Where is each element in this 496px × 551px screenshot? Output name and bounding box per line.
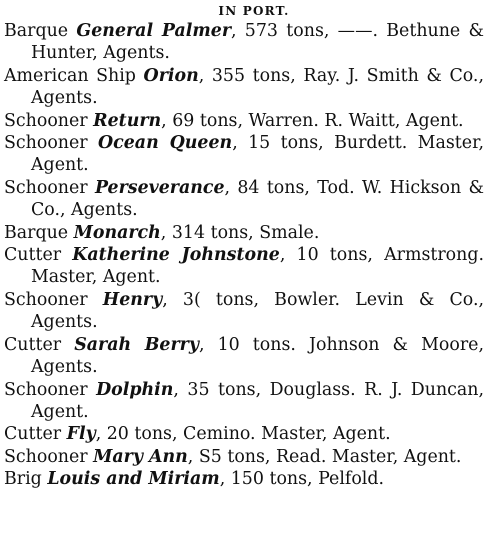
- ship-entry: [4, 132, 484, 177]
- vessel-details: , 10 tons. Johnson & Moore, Agents.: [31, 334, 484, 378]
- vessel-type: Barque: [4, 21, 69, 41]
- vessel-details: , 573 tons, ——. Bethune & Hunter, Agents.: [31, 21, 484, 64]
- vessel-type: American Ship: [4, 65, 136, 86]
- vessel-name: Sarah Berry: [74, 334, 199, 355]
- vessel-details: , 35 tons, Douglass. R. J. Duncan, Agent.: [31, 379, 484, 422]
- ship-entry: [4, 20, 484, 65]
- ship-entry: [4, 110, 484, 132]
- vessel-details: , 20 tons, Cemino. Master, Agent.: [95, 424, 391, 445]
- vessel-type: Schooner: [4, 446, 88, 467]
- vessel-details: , 69 tons, Warren. R. Waitt, Agent.: [161, 110, 464, 131]
- ship-entry: [4, 423, 484, 445]
- ship-entry: [4, 222, 484, 244]
- ship-entry: [4, 289, 484, 334]
- section-heading: IN PORT.: [218, 4, 290, 18]
- ship-entry: [4, 468, 484, 490]
- vessel-name: General Palmer: [76, 21, 231, 41]
- vessel-details: , 150 tons, Pelfold.: [219, 469, 385, 490]
- vessel-details: , 15 tons, Burdett. Master, Agent.: [31, 133, 484, 176]
- vessel-name: Dolphin: [96, 379, 174, 400]
- vessel-name: Orion: [143, 65, 199, 86]
- vessel-type: Schooner: [4, 379, 88, 400]
- vessel-name: Perseverance: [94, 177, 225, 198]
- vessel-name: Return: [93, 110, 162, 131]
- vessel-type: Schooner: [4, 289, 88, 310]
- ship-entry: [4, 334, 484, 379]
- vessel-details: , 3( tons, Bowler. Levin & Co., Agents.: [31, 289, 485, 333]
- vessel-name: Monarch: [73, 222, 161, 243]
- vessel-type: Schooner: [4, 110, 88, 131]
- vessel-details: , 314 tons, Smale.: [160, 222, 320, 243]
- ship-entry: [4, 65, 484, 110]
- vessel-name: Katherine Johnstone: [72, 245, 280, 266]
- vessel-details: , 10 tons, Armstrong. Master, Agent.: [31, 245, 484, 288]
- vessel-type: Schooner: [4, 177, 88, 198]
- vessel-details: , S5 tons, Read. Master, Agent.: [187, 446, 462, 467]
- vessel-type: Cutter: [4, 424, 62, 445]
- vessel-details: , 355 tons, Ray. J. Smith & Co., Agents.: [31, 65, 484, 109]
- vessel-type: Cutter: [4, 245, 62, 266]
- vessel-name: Henry: [102, 289, 163, 310]
- vessel-type: Cutter: [4, 334, 62, 355]
- vessel-name: Louis and Miriam: [47, 469, 220, 490]
- vessel-name: Ocean Queen: [98, 133, 233, 154]
- ship-entry: [4, 177, 484, 222]
- ship-entry: [4, 379, 484, 424]
- ship-entry: [4, 244, 484, 289]
- ship-entry: [4, 446, 484, 468]
- vessel-type: Barque: [4, 222, 69, 243]
- vessel-type: Schooner: [4, 133, 88, 154]
- vessel-name: Fly: [66, 424, 96, 445]
- vessel-name: Mary Ann: [93, 446, 188, 467]
- vessel-type: Brig: [4, 469, 42, 490]
- vessel-details: , 84 tons, Tod. W. Hickson & Co., Agents.: [31, 177, 485, 221]
